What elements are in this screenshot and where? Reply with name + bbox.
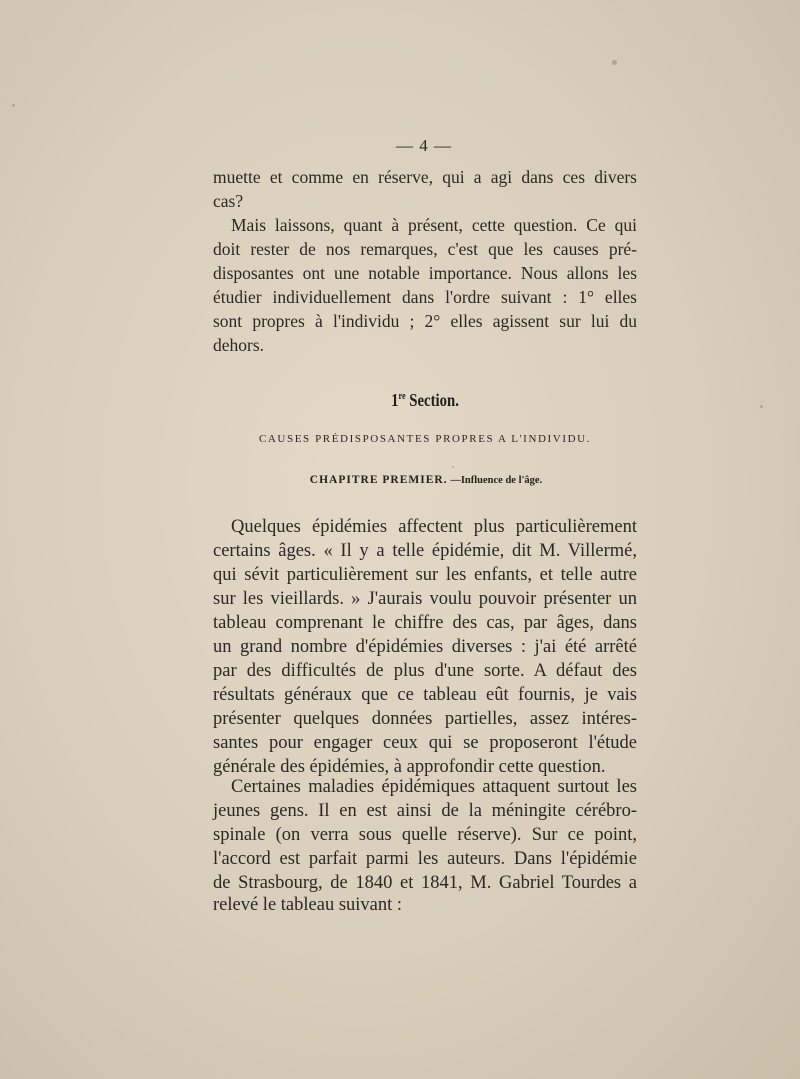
- paper-speck: [612, 60, 617, 65]
- paper-speck: [760, 405, 763, 408]
- section-number-suffix: re: [398, 391, 406, 402]
- text-line: Mais laissons, quant à présent, cette question. Ce qui: [231, 215, 637, 235]
- paper-speck: [12, 104, 15, 107]
- text-line: spinale (on verra sous quelle réserve). Sur ce point,: [213, 825, 637, 845]
- text-line: jeunes gens. Il en est ainsi de la méningite cérébro-: [213, 801, 637, 821]
- text-line: par des difficultés de plus d'une sorte. A défaut des: [213, 661, 637, 681]
- text-line: sont propres à l'individu ; 2° elles agissent sur lui du: [213, 311, 637, 331]
- chapter-heading: [0, 474, 800, 486]
- section-subtitle: CAUSES PRÉDISPOSANTES PROPRES A L'INDIVIDU.: [258, 433, 592, 445]
- text-line: cas?: [213, 191, 244, 211]
- page-number: — 4 —: [396, 136, 452, 155]
- text-line: santes pour engager ceux qui se proposeront l'étude: [213, 733, 637, 753]
- section-label: Section.: [409, 390, 459, 410]
- text-line: muette et comme en réserve, qui a agi dans ces divers: [213, 167, 637, 187]
- text-line: disposantes ont une notable importance. Nous allons les: [213, 263, 637, 283]
- section-number: 1: [391, 390, 399, 410]
- paper-speck: [452, 466, 454, 468]
- text-line: résultats généraux que ce tableau eût fournis, je vais: [213, 685, 637, 705]
- text-line: présenter quelques données partielles, assez intéres-: [213, 709, 637, 729]
- text-line: Certaines maladies épidémiques attaquent surtout les: [231, 777, 637, 797]
- text-line: Quelques épidémies affectent plus particulièrement: [231, 517, 637, 537]
- text-line: tableau comprenant le chiffre des cas, par âges, dans: [213, 613, 637, 633]
- chapter-topic: —Influence de l'âge.: [450, 475, 543, 486]
- text-line: qui sévit particulièrement sur les enfants, et telle autre: [213, 565, 637, 585]
- text-line: doit rester de nos remarques, c'est que les causes pré-: [213, 239, 637, 259]
- text-line: un grand nombre d'épidémies diverses : j'ai été arrêté: [213, 637, 637, 657]
- chapter-label: CHAPITRE PREMIER.: [309, 474, 448, 486]
- text-line: dehors.: [213, 335, 265, 355]
- text-line: relevé le tableau suivant :: [213, 895, 403, 915]
- text-line: l'accord est parfait parmi les auteurs. Dans l'épidémie: [213, 849, 637, 869]
- text-line: étudier individuellement dans l'ordre suivant : 1° elles: [213, 287, 637, 307]
- section-title: [77, 390, 774, 411]
- text-line: de Strasbourg, de 1840 et 1841, M. Gabriel Tourdes a: [213, 873, 637, 893]
- text-line: certains âges. « Il y a telle épidémie, dit M. Villermé,: [213, 541, 637, 561]
- text-line: sur les vieillards. » J'aurais voulu pouvoir présenter un: [213, 589, 637, 609]
- text-line: générale des épidémies, à approfondir cette question.: [213, 757, 606, 777]
